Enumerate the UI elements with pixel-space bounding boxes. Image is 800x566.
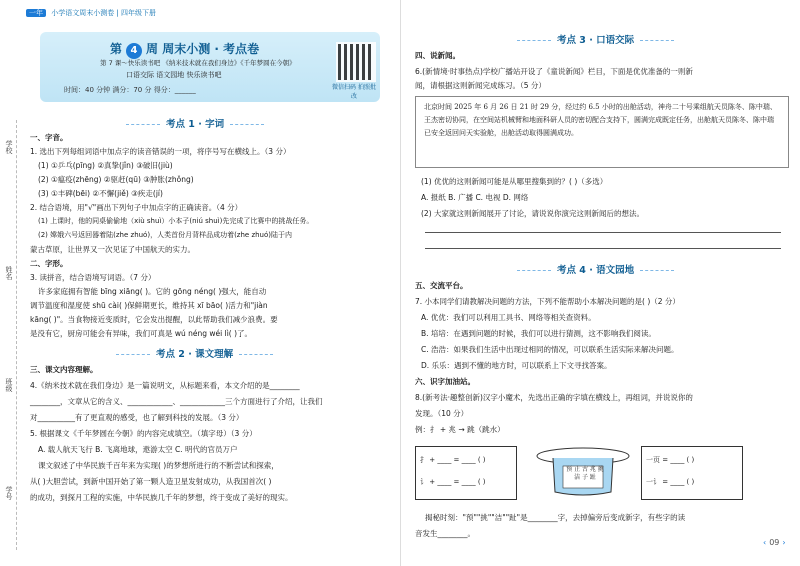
q2-a: (1) 上课时，他的同桌偷偷地（xiù shuì）小本子(niú shuì)先完成了比赛中的挑战任务。 bbox=[38, 217, 314, 225]
news-box bbox=[415, 96, 789, 168]
q4-a: ________，文章从它的含义、____________、____________三个方面进行了介绍，让我们 bbox=[30, 397, 323, 406]
q1: 1. 选出下列每组词语中加点字的读音错误的一项，将序号写在横线上。（3 分） bbox=[30, 147, 291, 156]
left-answer-box[interactable] bbox=[415, 446, 517, 500]
q3: 3. 读拼音，结合语境写词语。（7 分） bbox=[30, 273, 156, 282]
q7-b: B. 培培：在遇到问题的时候，我们可以进行猜测，这不影响我们阅读。 bbox=[421, 329, 656, 338]
q5: 5. 根据课文《千年梦圆在今朝》的内容完成填空。（填字母）（3 分） bbox=[30, 429, 257, 438]
q3-p2: 调节温度和湿度使 shū cài( )保鲜期更长，维持其 xī bāo( )活力和"jiàn bbox=[30, 301, 268, 310]
prev-arrow-icon[interactable]: ‹ bbox=[763, 538, 767, 547]
lbox-line1: 扌 + ____ = ____ ( ) bbox=[420, 456, 486, 464]
q8: 8.(新考法·趣整创新)汉字小魔术，先选出正确的字填在横线上，再组词，并说说你的 bbox=[415, 393, 693, 402]
section-3: 三、课文内容理解。 bbox=[30, 365, 98, 374]
kp1-heading: 考点 1 · 字词 bbox=[120, 116, 270, 130]
q3-p3: kāng( )"。当食物接近变质时，它会发出提醒，以此帮助我们减少浪费。要 bbox=[30, 315, 278, 324]
q7-c: C. 浩浩：如果我们生活中出现过相同的情况，可以联系生活实际来解决问题。 bbox=[421, 345, 679, 354]
news-text: 北京时间 2025 年 6 月 26 日 21 时 29 分，经过约 6.5 小时的出舱活动，神舟二十号乘组航天员陈冬、陈中瑞、王杰密切协同，在空间站机械臂和地面科研人员的密切配合支持下，圆满完成既定任务，出舱航天员陈冬、陈中瑞已安全返回问天实验舱，出舱活动取得圆满成功。 bbox=[424, 103, 777, 137]
q2-b: (2) 嫦娥六号返回器着陆(zhe zhuó)，人类首份月背样品成功着(zhe zhuó)陆于内 bbox=[38, 231, 293, 239]
q5-c: 的成功，到探月工程的实施，中华民族几千年的梦想，终于变成了美好的现实。 bbox=[30, 493, 293, 502]
q4: 4.《纳米技术就在我们身边》是一篇说明文，从标题来看，本文介绍的是________ bbox=[30, 381, 300, 390]
section-6: 六、识字加油站。 bbox=[415, 377, 475, 386]
q3-p4: 是没有它，厨房可能会有异味，我们可真是 wú néng wéi lì( )了。 bbox=[30, 329, 253, 338]
qr-caption: 微信扫码 拍照批改 bbox=[332, 84, 376, 100]
section-2: 二、字形。 bbox=[30, 259, 68, 268]
page-num-text: 09 bbox=[769, 538, 780, 547]
section-4: 四、说新闻。 bbox=[415, 51, 460, 60]
q6-b: 闻，请根据这则新闻完成练习。（5 分） bbox=[415, 81, 546, 90]
q1-c: (3) ①丰碑(bēi) ②不懈(jiě) ③疾走(jí) bbox=[38, 189, 163, 198]
cut-line bbox=[16, 120, 17, 550]
title-suffix: 周 周末小测 · 考点卷 bbox=[146, 42, 260, 56]
page-number bbox=[760, 538, 789, 547]
side-name: 姓名 bbox=[5, 266, 13, 280]
side-school: 学校 bbox=[5, 140, 13, 154]
header-tag: 一年 bbox=[26, 9, 46, 17]
rbox-line1: 一页 = ____ ( ) bbox=[646, 456, 695, 464]
header-text: 小学语文周末小测卷 | 四年级下册 bbox=[51, 9, 157, 17]
next-arrow-icon[interactable]: › bbox=[782, 538, 786, 547]
answer-line-2[interactable] bbox=[425, 248, 781, 249]
q8-b: 发现。（10 分） bbox=[415, 409, 469, 418]
q6-q1: (1) 优优的这则新闻可能是从哪里搜集到的？( )（多选） bbox=[421, 177, 608, 186]
page-title bbox=[110, 40, 259, 59]
q6-options: A. 报纸 B. 广播 C. 电视 D. 网络 bbox=[421, 193, 529, 202]
rbox-line2: 一讠 = ____ ( ) bbox=[646, 478, 695, 486]
section-1: 一、字音。 bbox=[30, 133, 68, 142]
reveal-line-2: 音发生________。 bbox=[415, 529, 475, 538]
q7: 7. 小本同学们请教解决问题的方法，下列不能帮助小本解决问题的是( )（2 分） bbox=[415, 297, 680, 306]
binding-margin bbox=[0, 0, 22, 566]
hat-chars: 预 止 古 兆 挑 洁 子 趾 bbox=[566, 466, 604, 481]
q1-a: (1) ①乒乓(pīng) ②真挚(jǐn) ③破旧(jiù) bbox=[38, 161, 173, 170]
q6: 6.(新情境·时事热点)学校广播站开设了《童说新闻》栏目，下面是优优准备的一则新 bbox=[415, 67, 693, 76]
page-header bbox=[26, 8, 156, 18]
answer-line-1[interactable] bbox=[425, 232, 781, 233]
right-answer-box[interactable] bbox=[641, 446, 743, 500]
q1-b: (2) ①瘟疫(zhēng) ②驱赶(qū) ③肿胀(zhǒng) bbox=[38, 175, 194, 184]
magic-hat-diagram bbox=[415, 446, 787, 502]
q6-q2: (2) 大家就这则新闻展开了讨论，请说说你演完这则新闻后的想法。 bbox=[421, 209, 645, 218]
q2: 2. 结合语境，用"√"画出下列句子中加点字的正确读音。（4 分） bbox=[30, 203, 243, 212]
qr-code-icon[interactable] bbox=[336, 42, 376, 82]
topics: 口语交际 语文园地 快乐读书吧 bbox=[126, 71, 222, 79]
q4-b: 对__________有了更直观的感受，也了解到科技的发展。（3 分） bbox=[30, 413, 244, 422]
week-number: 4 bbox=[126, 43, 142, 59]
title-banner bbox=[40, 32, 380, 102]
kp3-heading: 考点 3 · 口语交际 bbox=[511, 32, 680, 46]
title-prefix: 第 bbox=[110, 42, 123, 56]
q5-options: A. 载人航天飞行 B. 飞离地球，遨游太空 C. 明代的官员万户 bbox=[38, 445, 238, 454]
q8-example: 例：扌 + 兆 → 跳（跳水） bbox=[415, 425, 505, 434]
q7-a: A. 优优：我们可以利用工具书、网络等相关查资料。 bbox=[421, 313, 596, 322]
reveal-line-1: 揭秘时刻："预""挑""洁""趾"是________字，去掉偏旁后变成新字，有些字的读 bbox=[425, 513, 686, 522]
lesson-range: 第 7 课～快乐读书吧 《纳米技术就在我们身边》《千年梦圆在今朝》 bbox=[100, 59, 296, 67]
kp2-heading: 考点 2 · 课文理解 bbox=[110, 346, 279, 360]
q5-b: 从( )大胆尝试，到新中国开始了第一颗人造卫星发射成功，从我国首次( ) bbox=[30, 477, 272, 486]
q5-a: 课文叙述了中华民族千百年来为实现( )的梦想所进行的不断尝试和探索， bbox=[38, 461, 279, 470]
side-id: 学号 bbox=[5, 486, 13, 500]
q2-c: 蒙古草原，让世界又一次见证了中国航天的实力。 bbox=[30, 245, 195, 254]
exam-meta: 时间：40 分钟 满分：70 分 得分：______ bbox=[64, 86, 196, 94]
kp4-heading: 考点 4 · 语文园地 bbox=[511, 262, 680, 276]
lbox-line2: 讠 + ____ = ____ ( ) bbox=[420, 478, 486, 486]
right-page bbox=[400, 0, 800, 566]
section-5: 五、交流平台。 bbox=[415, 281, 468, 290]
q3-p1: 许多家庭拥有智能 bīng xiāng( )。它的 gōng néng( )强大，能自动 bbox=[38, 287, 267, 296]
side-class: 班级 bbox=[5, 378, 13, 392]
q7-d: D. 乐乐：遇到不懂的地方时，可以联系上下文寻找答案。 bbox=[421, 361, 612, 370]
